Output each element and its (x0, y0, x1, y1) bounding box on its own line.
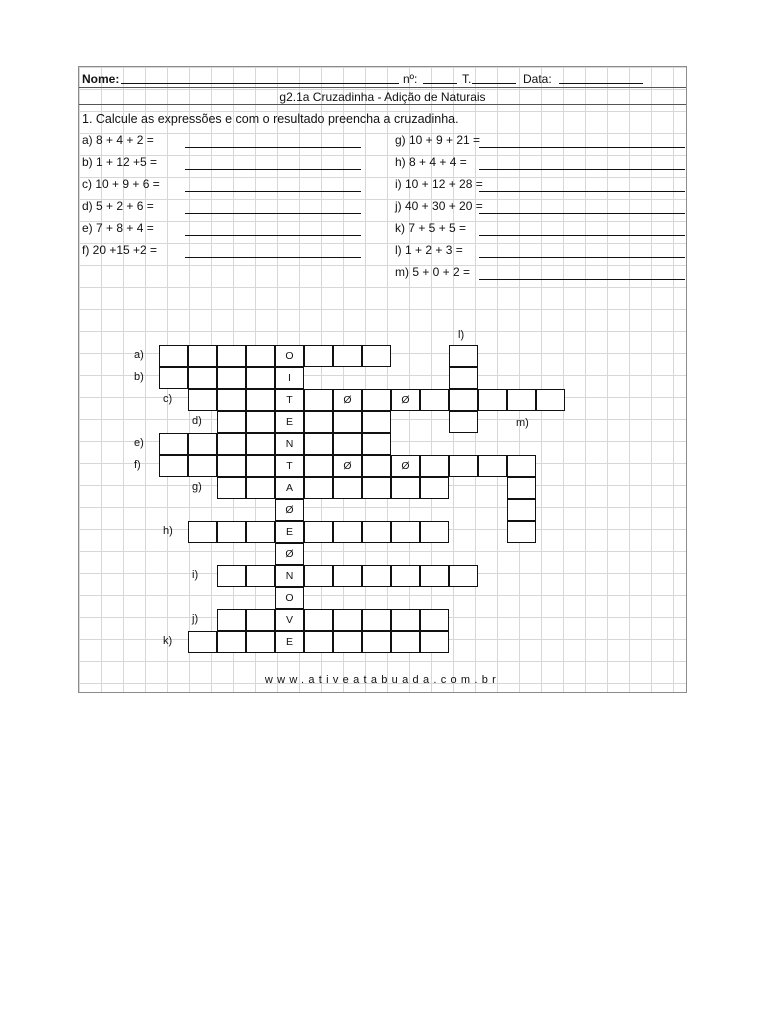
crossword-row-label: j) (192, 613, 199, 625)
crossword-cell[interactable] (478, 389, 507, 411)
crossword-cell[interactable]: Ø (391, 455, 420, 477)
crossword-cell[interactable] (304, 565, 333, 587)
crossword-cell[interactable] (391, 565, 420, 587)
crossword-cell[interactable] (304, 631, 333, 653)
turma-label: T. (462, 72, 472, 86)
crossword-cell[interactable] (304, 345, 333, 367)
crossword-key-cell: V (275, 609, 304, 631)
crossword-cell[interactable] (304, 521, 333, 543)
crossword-cell[interactable] (304, 609, 333, 631)
expression-left: b) 1 + 12 +5 = (82, 155, 158, 169)
crossword-cell[interactable] (246, 433, 275, 455)
crossword-row-label: b) (134, 371, 144, 383)
crossword-cell[interactable] (304, 411, 333, 433)
crossword-cell[interactable] (217, 389, 246, 411)
crossword-cell[interactable] (391, 521, 420, 543)
crossword-cell[interactable] (246, 411, 275, 433)
crossword-cell[interactable] (333, 345, 362, 367)
crossword-row-label: d) (192, 415, 202, 427)
crossword-cell[interactable] (217, 455, 246, 477)
numero-label: nº: (403, 72, 418, 86)
crossword-cell[interactable] (420, 631, 449, 653)
expression-right: j) 40 + 30 + 20 = (395, 199, 483, 213)
crossword-column-label: l) (458, 329, 465, 341)
crossword-cell[interactable] (362, 609, 391, 631)
crossword-cell[interactable] (217, 411, 246, 433)
crossword-key-cell: E (275, 631, 304, 653)
crossword-cell[interactable]: Ø (333, 389, 362, 411)
crossword-cell[interactable] (391, 609, 420, 631)
nome-label: Nome: (82, 72, 120, 86)
expression-right: i) 10 + 12 + 28 = (395, 177, 483, 191)
crossword-cell[interactable] (362, 565, 391, 587)
crossword-cell[interactable] (159, 367, 188, 389)
crossword-cell[interactable] (507, 389, 536, 411)
crossword-row-label: h) (163, 525, 173, 537)
crossword-column-label: m) (516, 417, 529, 429)
crossword-row-label: g) (192, 481, 202, 493)
crossword-row-label: e) (134, 437, 144, 449)
crossword-cell[interactable] (420, 521, 449, 543)
crossword-cell-m[interactable] (507, 521, 536, 543)
crossword-cell[interactable] (362, 631, 391, 653)
crossword-cell[interactable] (304, 455, 333, 477)
crossword-key-cell: I (275, 367, 304, 389)
crossword-cell[interactable] (420, 477, 449, 499)
expression-right: h) 8 + 4 + 4 = (395, 155, 467, 169)
crossword-cell[interactable] (217, 521, 246, 543)
crossword-cell[interactable] (217, 433, 246, 455)
crossword-cell-l[interactable] (449, 345, 478, 367)
crossword-cell[interactable] (246, 455, 275, 477)
crossword-cell[interactable] (304, 477, 333, 499)
crossword-key-cell: N (275, 433, 304, 455)
crossword-cell[interactable] (391, 477, 420, 499)
expression-left: a) 8 + 4 + 2 = (82, 133, 154, 147)
crossword-cell[interactable] (333, 609, 362, 631)
crossword-cell[interactable] (362, 345, 391, 367)
crossword-cell[interactable] (478, 455, 507, 477)
crossword-row-label: c) (163, 393, 173, 405)
crossword-cell[interactable] (333, 631, 362, 653)
crossword-cell[interactable] (391, 631, 420, 653)
expression-left: e) 7 + 8 + 4 = (82, 221, 154, 235)
crossword-cell[interactable] (333, 477, 362, 499)
crossword-cell[interactable] (246, 521, 275, 543)
crossword-cell[interactable] (362, 455, 391, 477)
crossword-cell-l[interactable] (449, 367, 478, 389)
crossword-key-cell: Ø (275, 499, 304, 521)
crossword-row-label: i) (192, 569, 199, 581)
crossword-cell[interactable] (159, 433, 188, 455)
crossword-cell[interactable] (188, 631, 217, 653)
crossword-key-cell: T (275, 455, 304, 477)
crossword-key-cell: Ø (275, 543, 304, 565)
crossword-key-cell: A (275, 477, 304, 499)
footer-url: www.ativeatabuada.com.br (264, 674, 501, 686)
crossword-cell[interactable] (333, 411, 362, 433)
instruction: 1. Calcule as expressões e com o resultado preencha a cruzadinha. (82, 112, 459, 126)
crossword-cell[interactable] (246, 631, 275, 653)
crossword-cell[interactable] (246, 565, 275, 587)
crossword-cell[interactable] (420, 455, 449, 477)
crossword-cell[interactable] (362, 389, 391, 411)
expression-right: k) 7 + 5 + 5 = (395, 221, 467, 235)
crossword-cell[interactable] (333, 433, 362, 455)
crossword-cell[interactable] (420, 609, 449, 631)
crossword-cell[interactable] (333, 565, 362, 587)
expression-right: g) 10 + 9 + 21 = (395, 133, 481, 147)
crossword-cell[interactable] (362, 411, 391, 433)
crossword-cell-m[interactable] (507, 455, 536, 477)
crossword-key-cell: E (275, 411, 304, 433)
crossword-cell[interactable]: Ø (333, 455, 362, 477)
crossword-cell[interactable] (246, 609, 275, 631)
crossword-cell[interactable] (449, 455, 478, 477)
crossword-cell[interactable]: Ø (391, 389, 420, 411)
crossword-cell[interactable] (188, 389, 217, 411)
expression-left: f) 20 +15 +2 = (82, 243, 158, 257)
crossword-cell[interactable] (246, 367, 275, 389)
crossword-cell[interactable] (188, 521, 217, 543)
crossword-cell[interactable] (188, 455, 217, 477)
crossword-cell[interactable] (217, 565, 246, 587)
crossword-cell[interactable] (536, 389, 565, 411)
crossword-cell[interactable] (217, 367, 246, 389)
crossword-key-cell: N (275, 565, 304, 587)
expression-left: c) 10 + 9 + 6 = (82, 177, 160, 191)
crossword-cell[interactable] (217, 631, 246, 653)
crossword-cell[interactable] (188, 433, 217, 455)
crossword-cell[interactable] (159, 345, 188, 367)
crossword-cell-l[interactable] (449, 389, 478, 411)
crossword-cell[interactable] (420, 565, 449, 587)
crossword-key-cell: O (275, 345, 304, 367)
crossword-key-cell: O (275, 587, 304, 609)
crossword-cell[interactable] (188, 345, 217, 367)
crossword-cell[interactable] (362, 521, 391, 543)
crossword-cell[interactable] (420, 389, 449, 411)
crossword-cell[interactable] (246, 477, 275, 499)
crossword-cell-l[interactable] (449, 411, 478, 433)
crossword-row-label: f) (134, 459, 141, 471)
expression-right: m) 5 + 0 + 2 = (395, 265, 471, 279)
crossword-cell[interactable] (217, 609, 246, 631)
crossword-cell-m[interactable] (507, 499, 536, 521)
crossword-cell[interactable] (449, 565, 478, 587)
crossword-cell[interactable] (188, 367, 217, 389)
crossword-row-label: k) (163, 635, 173, 647)
crossword-cell[interactable] (362, 477, 391, 499)
crossword-row-label: a) (134, 349, 144, 361)
crossword-cell[interactable] (246, 345, 275, 367)
crossword-cell[interactable] (304, 433, 333, 455)
page-title: g2.1a Cruzadinha - Adição de Naturais (279, 90, 486, 104)
crossword-cell[interactable] (159, 455, 188, 477)
crossword-cell[interactable] (304, 389, 333, 411)
crossword-cell[interactable] (246, 389, 275, 411)
crossword-cell-m[interactable] (507, 477, 536, 499)
data-label: Data: (523, 72, 552, 86)
crossword-key-cell: T (275, 389, 304, 411)
worksheet (78, 66, 687, 693)
expression-right: l) 1 + 2 + 3 = (395, 243, 463, 257)
crossword-cell[interactable] (333, 521, 362, 543)
expression-left: d) 5 + 2 + 6 = (82, 199, 154, 213)
crossword-cell[interactable] (217, 477, 246, 499)
crossword-cell[interactable] (217, 345, 246, 367)
crossword-key-cell: E (275, 521, 304, 543)
crossword-cell[interactable] (362, 433, 391, 455)
